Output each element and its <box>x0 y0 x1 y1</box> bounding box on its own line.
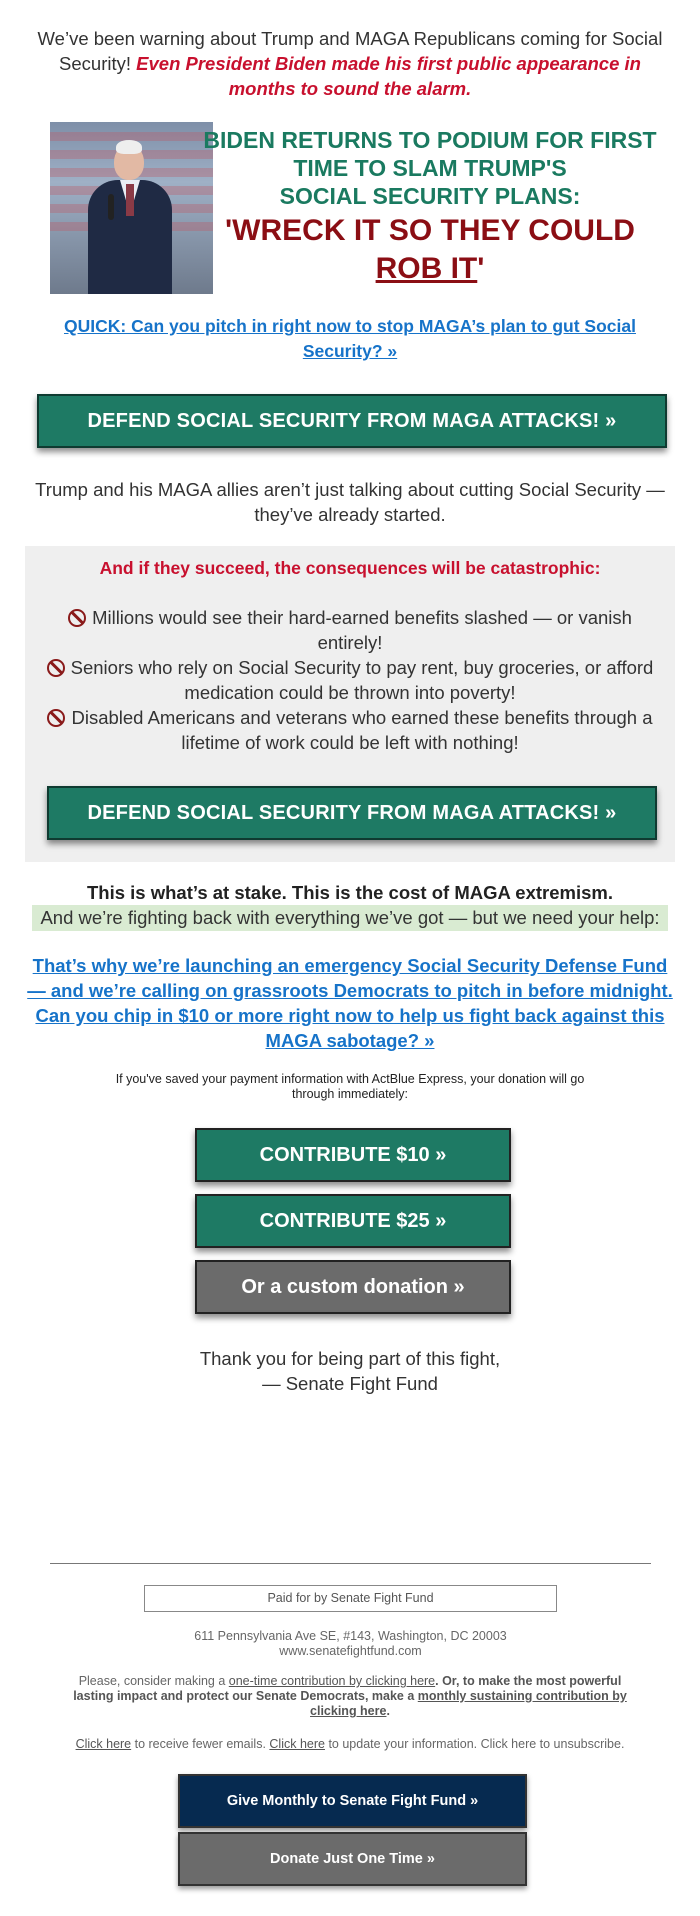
prohibited-icon <box>47 659 65 677</box>
actblue-express-note: If you've saved your payment information with ActBlue Express, your donation will go through immediately: <box>115 1072 585 1101</box>
list-item <box>36 605 664 655</box>
fighting-back-highlight: And we’re fighting back with everything we’ve got — but we need your help: <box>32 905 668 931</box>
appeal-middle: . Or, to make the most powerful lasting impact and protect our Senate Democrats, make a <box>73 1674 622 1703</box>
list-item <box>36 705 664 755</box>
prohibited-icon <box>47 709 65 727</box>
signature-line: — Senate Fight Fund <box>262 1373 438 1394</box>
headline-quote <box>180 212 680 288</box>
contribute-10-button[interactable]: CONTRIBUTE $10 » <box>195 1128 511 1182</box>
update-unsubscribe-text: to update your information. Click here to unsubscribe. <box>324 1737 625 1751</box>
intro-paragraph <box>24 26 676 101</box>
list-item-text: Seniors who rely on Social Security to pay rent, buy groceries, or afford medication could be thrown into poverty! <box>70 657 654 703</box>
stake-text: This is what’s at stake. This is the cost of MAGA extremism. <box>86 882 614 903</box>
footer-divider <box>50 1563 651 1564</box>
fewer-emails-link[interactable]: Click here <box>75 1737 132 1751</box>
monthly-contribution-link[interactable]: monthly sustaining contribution by clicking here <box>310 1689 627 1718</box>
paid-by-disclaimer: Paid for by Senate Fight Fund <box>144 1585 557 1612</box>
footer-appeal <box>60 1674 640 1719</box>
signoff <box>24 1346 676 1396</box>
appeal-prefix: Please, consider making a <box>78 1674 229 1688</box>
appeal-end: . <box>386 1704 390 1718</box>
headline-line-2: TIME TO SLAM TRUMP'S <box>293 155 567 181</box>
consequences-heading: And if they succeed, the consequences will be catastrophic: <box>99 558 601 578</box>
website-line: www.senatefightfund.com <box>279 1644 422 1658</box>
contribute-25-button[interactable]: CONTRIBUTE $25 » <box>195 1194 511 1248</box>
consequences-list <box>36 605 664 755</box>
emergency-link-wrap <box>24 953 676 1053</box>
quote-part-1: 'WRECK IT SO THEY COULD <box>225 214 635 247</box>
list-item-text: Disabled Americans and veterans who earned these benefits through a lifetime of work could be left with nothing! <box>71 707 653 753</box>
custom-donation-button[interactable]: Or a custom donation » <box>195 1260 511 1314</box>
thanks-line: Thank you for being part of this fight, <box>199 1348 501 1369</box>
quote-part-2: ROB IT <box>375 252 478 285</box>
emergency-fund-link[interactable]: That’s why we’re launching an emergency Social Security Defense Fund — and we’re calling on grassroots Democrats to pitch in before midnight. Can you chip in $10 or more right now to help us fight back against this MAGA sabotage? » <box>27 955 673 1051</box>
one-time-contribution-link[interactable]: one-time contribution by clicking here <box>228 1674 436 1688</box>
paragraph-already-started: Trump and his MAGA allies aren’t just talking about cutting Social Security — they’ve already started. <box>35 479 665 525</box>
quick-pitch-link[interactable]: QUICK: Can you pitch in right now to stop MAGA’s plan to gut Social Security? » <box>64 316 636 361</box>
defend-button-top[interactable]: DEFEND SOCIAL SECURITY FROM MAGA ATTACKS! » <box>37 394 667 448</box>
email-preferences <box>40 1737 660 1752</box>
list-item-text: Millions would see their hard-earned benefits slashed — or vanish entirely! <box>92 607 632 653</box>
update-info-link[interactable]: Click here <box>269 1737 325 1751</box>
headline-line-1: BIDEN RETURNS TO PODIUM FOR FIRST <box>203 127 657 153</box>
headline-line-3: SOCIAL SECURITY PLANS: <box>279 183 581 209</box>
quick-link-wrap <box>40 314 660 364</box>
list-item <box>36 655 664 705</box>
prohibited-icon <box>68 609 86 627</box>
address-line: 611 Pennsylvania Ave SE, #143, Washington, DC 20003 <box>194 1629 507 1643</box>
give-monthly-button[interactable]: Give Monthly to Senate Fight Fund » <box>178 1774 527 1828</box>
defend-button-bottom[interactable]: DEFEND SOCIAL SECURITY FROM MAGA ATTACKS! » <box>47 786 657 840</box>
donate-one-time-button[interactable]: Donate Just One Time » <box>178 1832 527 1886</box>
intro-text: We’ve been warning about Trump and MAGA Republicans coming for Social Security! <box>37 28 663 74</box>
quote-close: ' <box>477 252 485 285</box>
footer-address <box>50 1629 651 1659</box>
fewer-emails-text: to receive fewer emails. <box>131 1737 270 1751</box>
intro-emphasis: Even President Biden made his first public appearance in months to sound the alarm. <box>136 53 641 99</box>
hero-headline[interactable] <box>180 126 680 288</box>
